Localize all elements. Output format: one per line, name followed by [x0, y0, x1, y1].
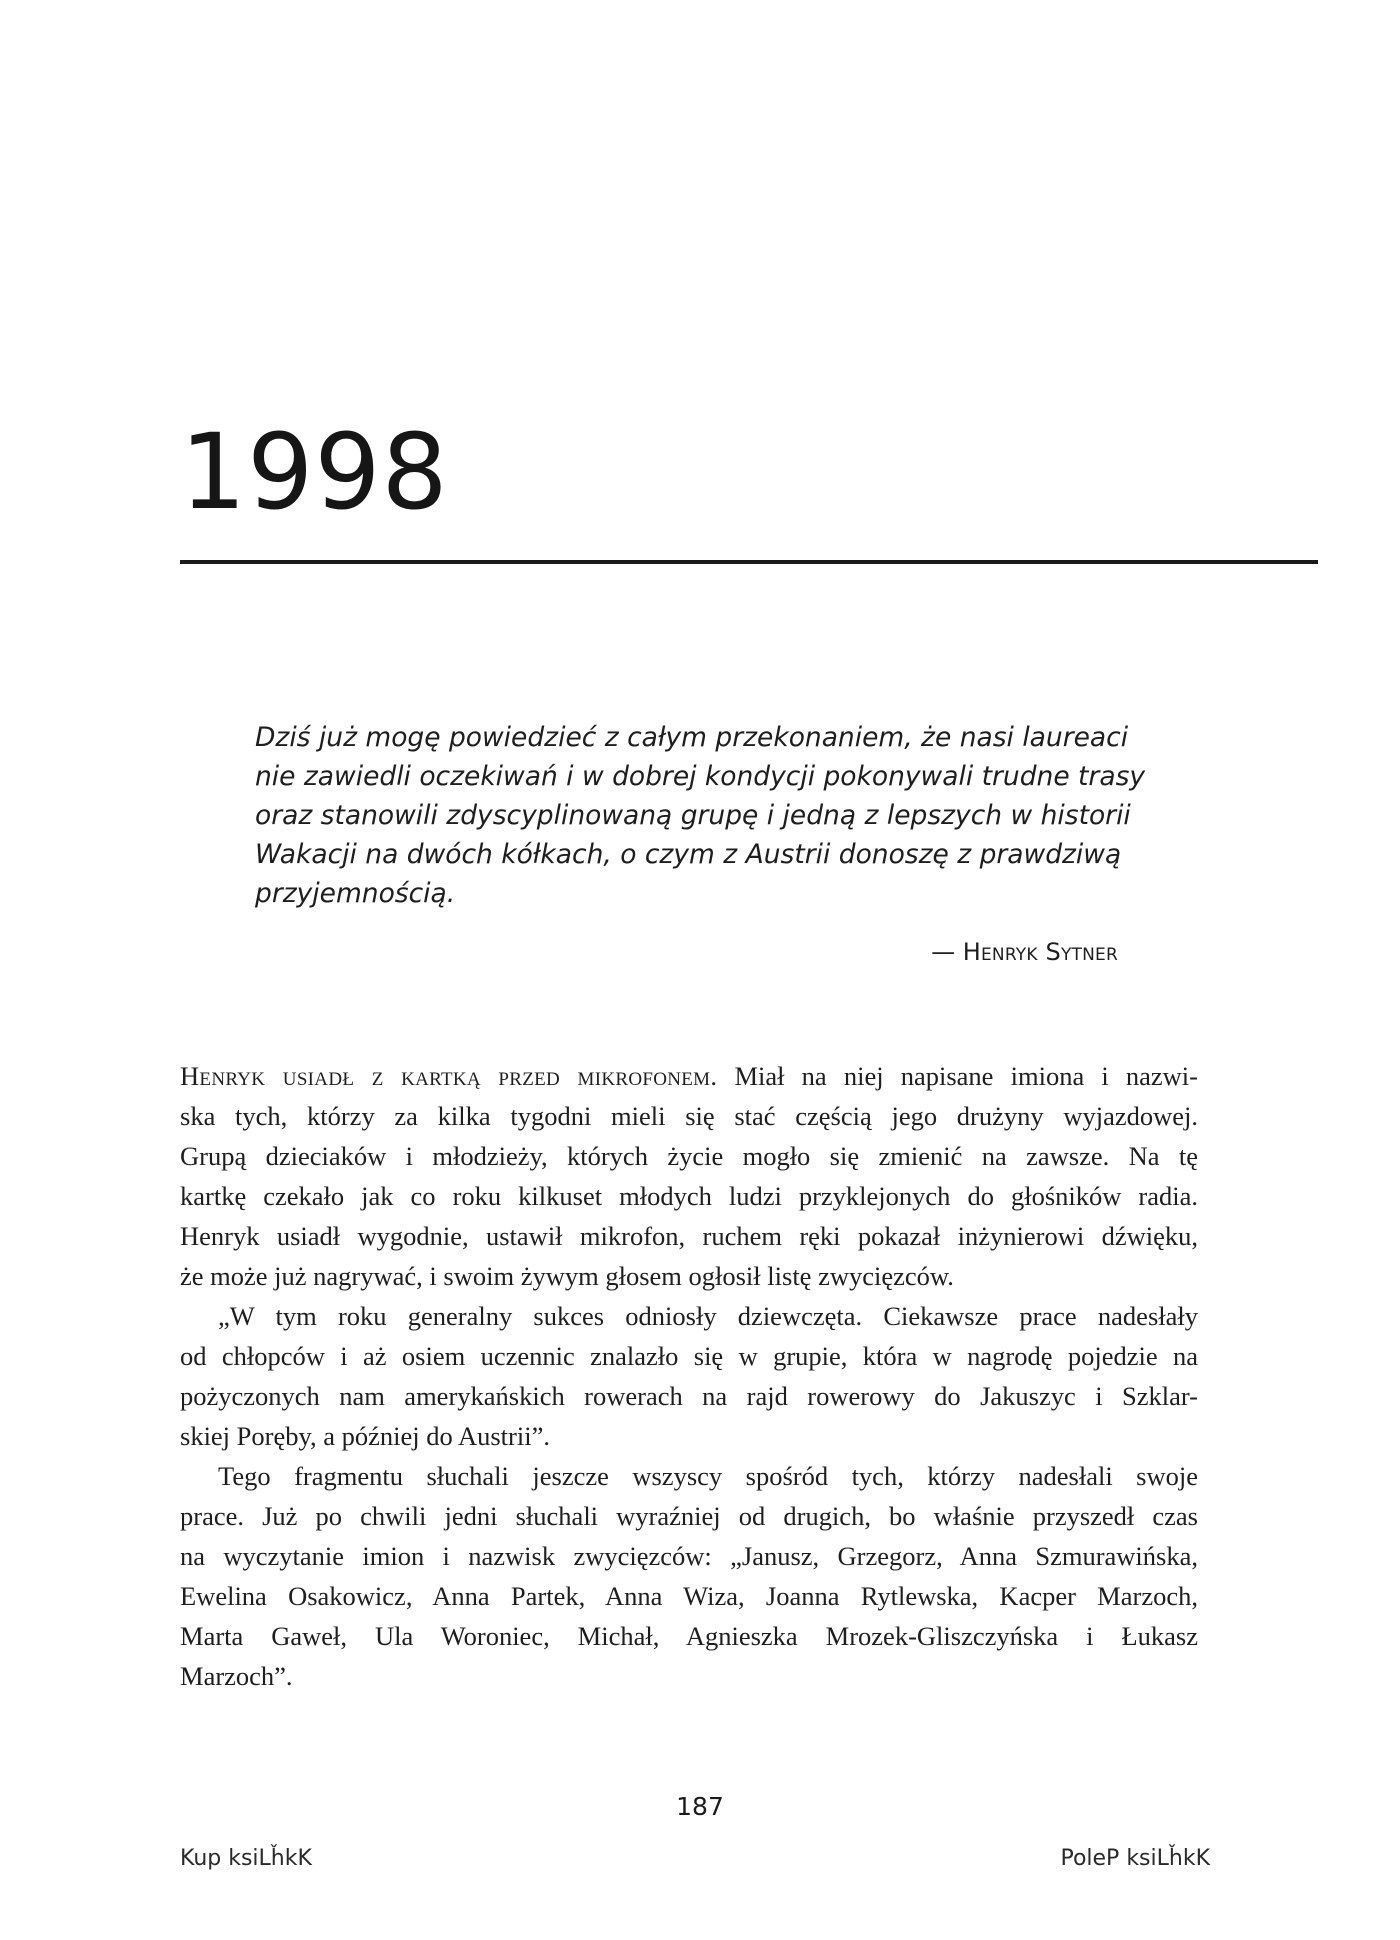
epigraph-attribution — [800, 938, 1118, 966]
chapter-divider — [180, 560, 1318, 564]
paragraph-line: skiej Poręby, a później do Austrii”. — [180, 1421, 550, 1451]
paragraph-line: Grupą dzieciaków i młodzieży, których życie mogło się zmienić na zawsze. Na tę — [180, 1141, 1198, 1171]
paragraph-line — [180, 1056, 1198, 1096]
attribution-name: Henryk Sytner — [962, 938, 1118, 966]
epigraph-line: oraz stanowili zdyscyplinowaną grupę i jedną z lepszych w historii — [255, 800, 1131, 831]
paragraph-line: Tego fragmentu słuchali jeszcze wszyscy spośród tych, którzy nadesłali swoje — [218, 1461, 1198, 1491]
paragraph-line: kartkę czekało jak co roku kilkuset młodych ludzi przyklejonych do głośników radia. — [180, 1181, 1198, 1211]
paragraph-line: Henryk usiadł wygodnie, ustawił mikrofon, ruchem ręki pokazał inżynierowi dźwięku, — [180, 1221, 1198, 1251]
paragraph-line: „W tym roku generalny sukces odniosły dziewczęta. Ciekawsze prace nadesłały — [218, 1301, 1198, 1331]
attribution-dash: — — [931, 938, 963, 966]
paragraph-line: ska tych, którzy za kilka tygodni mieli się stać częścią jego drużyny wyjazdowej. — [180, 1101, 1198, 1131]
epigraph-line: Wakacji na dwóch kółkach, o czym z Austrii donoszę z prawdziwą — [255, 839, 1122, 870]
paragraph-line: od chłopców i aż osiem uczennic znalazło się w grupie, która w nagrodę pojedzie na — [180, 1341, 1198, 1371]
paragraph-line: Ewelina Osakowicz, Anna Partek, Anna Wiza, Joanna Rytlewska, Kacper Marzoch, — [180, 1581, 1198, 1611]
epigraph-line: Dziś już mogę powiedzieć z całym przekonaniem, że nasi laureaci — [255, 722, 1129, 753]
paragraph-line: Marta Gaweł, Ula Woroniec, Michał, Agnieszka Mrozek-Gliszczyńska i Łukasz — [180, 1621, 1198, 1651]
paragraph-line: prace. Już po chwili jedni słuchali wyraźniej od drugich, bo właśnie przyszedł czas — [180, 1501, 1198, 1531]
epigraph-line: nie zawiedli oczekiwań i w dobrej kondycji pokonywali trudne trasy — [255, 761, 1146, 792]
body-text — [180, 1056, 1198, 1696]
paragraph-line: na wyczytanie imion i nazwisk zwycięzców: „Janusz, Grzegorz, Anna Szmurawińska, — [180, 1541, 1198, 1571]
paragraph-line: Marzoch”. — [180, 1661, 293, 1691]
footer-recommend-book-link[interactable]: PoleP ksiLȟkK — [1060, 1846, 1210, 1871]
lead-in-small-caps: Henryk usiadł z kartką przed mikrofonem. — [180, 1061, 718, 1091]
paragraph-line: że może już nagrywać, i swoim żywym głosem ogłosił listę zwycięzców. — [180, 1261, 954, 1291]
footer-buy-book-link[interactable]: Kup ksiLȟkK — [180, 1846, 312, 1871]
chapter-title: 1998 — [180, 411, 449, 533]
paragraph-line: pożyczonych nam amerykańskich rowerach na rajd rowerowy do Jakuszyc i Szklar- — [180, 1381, 1198, 1411]
epigraph — [255, 718, 1146, 913]
paragraph-text: Miał na niej napisane imiona i nazwi- — [717, 1061, 1198, 1091]
epigraph-line: przyjemnością. — [255, 878, 456, 909]
page-number: 187 — [676, 1792, 724, 1821]
